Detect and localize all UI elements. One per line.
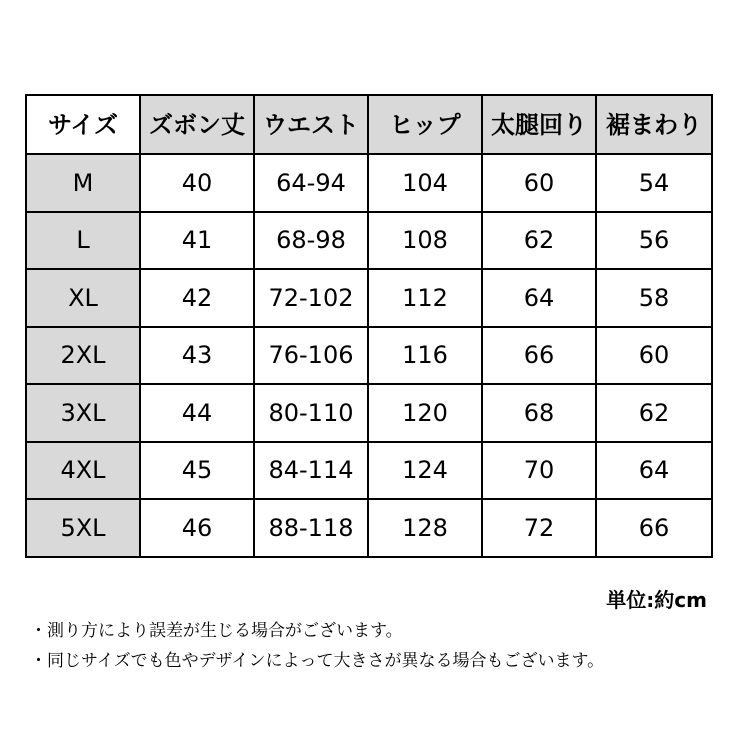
table-row [26, 269, 712, 327]
table-cell: 68 [482, 384, 596, 442]
table-row [26, 327, 712, 385]
table-cell: 58 [596, 269, 712, 327]
size-chart-table [25, 94, 713, 558]
table-cell: 64-94 [254, 154, 368, 212]
size-label-cell: 4XL [26, 442, 140, 500]
table-cell: 44 [140, 384, 254, 442]
size-label-cell: 3XL [26, 384, 140, 442]
size-label-cell: XL [26, 269, 140, 327]
table-cell: 60 [596, 327, 712, 385]
table-cell: 112 [368, 269, 482, 327]
table-row [26, 212, 712, 270]
table-cell: 80-110 [254, 384, 368, 442]
size-label-cell: 2XL [26, 327, 140, 385]
header-cell-waist: ウエスト [254, 95, 368, 154]
table-cell: 120 [368, 384, 482, 442]
table-cell: 88-118 [254, 499, 368, 557]
table-cell: 40 [140, 154, 254, 212]
notes-list [30, 616, 604, 676]
table-row [26, 442, 712, 500]
table-cell: 108 [368, 212, 482, 270]
table-cell: 66 [482, 327, 596, 385]
table-cell: 41 [140, 212, 254, 270]
table-cell: 64 [482, 269, 596, 327]
table-cell: 128 [368, 499, 482, 557]
table-header-row [26, 95, 712, 154]
table-row [26, 499, 712, 557]
size-label-cell: L [26, 212, 140, 270]
table-cell: 60 [482, 154, 596, 212]
table-cell: 62 [482, 212, 596, 270]
table-cell: 72-102 [254, 269, 368, 327]
size-label-cell: 5XL [26, 499, 140, 557]
size-label-cell: M [26, 154, 140, 212]
note-item: ・測り方により誤差が生じる場合がございます。 [30, 621, 403, 641]
table-cell: 76-106 [254, 327, 368, 385]
table-cell: 84-114 [254, 442, 368, 500]
table-cell: 46 [140, 499, 254, 557]
table-row [26, 154, 712, 212]
table-cell: 104 [368, 154, 482, 212]
table-cell: 116 [368, 327, 482, 385]
table-cell: 42 [140, 269, 254, 327]
table-cell: 43 [140, 327, 254, 385]
table-cell: 72 [482, 499, 596, 557]
header-cell-thigh: 太腿回り [482, 95, 596, 154]
table-cell: 45 [140, 442, 254, 500]
table-cell: 124 [368, 442, 482, 500]
table-cell: 70 [482, 442, 596, 500]
table-cell: 62 [596, 384, 712, 442]
unit-note: 単位:約cm [606, 588, 707, 612]
table-cell: 68-98 [254, 212, 368, 270]
header-cell-hem: 裾まわり [596, 95, 712, 154]
table-cell: 66 [596, 499, 712, 557]
table-row [26, 384, 712, 442]
note-item: ・同じサイズでも色やデザインによって大きさが異なる場合もございます。 [30, 651, 605, 671]
header-cell-inseam: ズボン丈 [140, 95, 254, 154]
header-cell-size: サイズ [26, 95, 140, 154]
table-cell: 54 [596, 154, 712, 212]
header-cell-hip: ヒップ [368, 95, 482, 154]
table-cell: 56 [596, 212, 712, 270]
table-cell: 64 [596, 442, 712, 500]
